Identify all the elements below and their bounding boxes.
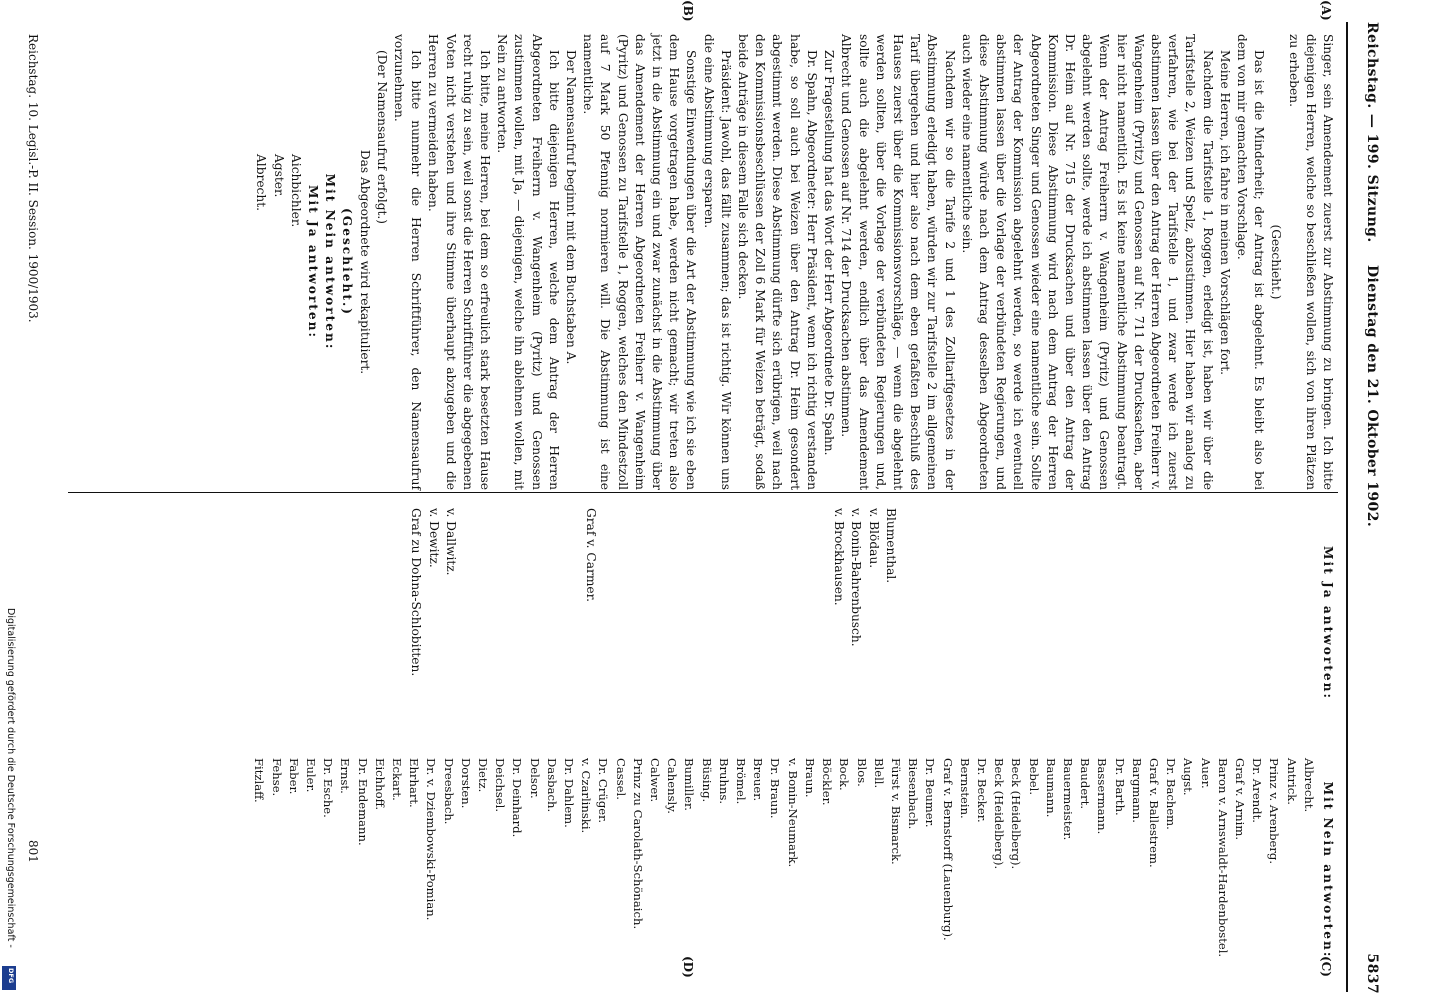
list-item: Dr. Arendt. [1250,758,1265,823]
list-item: Prinz zu Carolath-Schönaich. [630,758,645,930]
list-item: Blumenthal. [883,508,898,584]
margin-mark-b: (B) [681,0,695,22]
list-item: Baumann. [1043,758,1058,818]
list-item: Dorsten. [458,758,473,809]
list-item: v. Brockhausen. [832,508,847,606]
list-item: Bebel. [1026,758,1041,796]
list-item: Cassel. [613,758,628,800]
list-item: Bock. [837,758,852,791]
list-item: Blos. [854,758,869,787]
margin-mark-d: (D) [681,956,695,978]
list-item: Baron v. Arnswaldt-Hardenbostel. [1215,758,1230,958]
list-item: Beck (Heidelberg). [992,758,1007,870]
paragraph: Nachdem die Tarifstelle 1, Roggen, erledigt ist, haben wir über die Tarifstelle 2, Weizen und Spelz, abzustimmen. Hier haben wir analog zu verfahren, wie bei der Tarifstelle 1, und zwar werde ich zuerst abstimmen lassen über den Antrag der Herren Abgeordneten Freiherr v. Wangenheim (Pyritz) und Genossen auf Nr. 711 der Drucksachen, aber hier nicht namentlich. Es ist keine namentliche Abstimmung beantragt. Wenn der Antrag Freiherrn v. Wangenheim (Pyritz) und Genossen abgelehnt werden sollte, werde ich abstimmen lassen über den Antrag Dr. Heim auf Nr. 715 der Drucksachen und über den Antrag der Kommission. Diese Abstimmung wird nach dem Antrag der Herren Abgeordneten Singer und Genossen wieder eine namentliche sein. Sollte der Antrag der Kommission abgelehnt werden, so werde ich eventuell abstimmen lassen über die Vorlage der verbündeten Regierungen, und diese Abstimmung würde nach dem Antrag desselben Abgeordneten auch wieder eine namentliche sein. [959,34,1215,490]
margin-mark-a: (A) [1319,0,1333,21]
ja-name-list [830,508,899,728]
page-number: 5837 [1364,953,1380,994]
list-item: Dr. Endemann. [355,758,370,846]
list-item: Dr. Bachem. [1164,758,1179,830]
list-item: v. Blödau. [866,508,881,569]
list-item: Dr. Beumer. [923,758,938,828]
heading-ja: Mit Ja antworten: [306,184,321,340]
column-rule [68,492,1338,493]
list-item: Fehse. [269,758,284,797]
paragraph: (Der Namensaufruf erfolgt.) [374,50,389,225]
list-item: Breuer. [751,758,766,802]
list-item: Ernst. [338,758,353,794]
paragraph: Ich bitte, meine Herren, bei dem so erfreulich stark besetzten Hause recht ruhig zu sein, weil sonst die Herren Schriftführer die abgegebenen Voten nicht verstehen und ihre Stimme überhaupt abzugeben und die Herren zu vermeiden haben. [426,34,493,490]
list-item: Dr. Braun. [768,758,783,819]
paragraph: Zur Fragestellung hat das Wort der Herr Abgeordnete Dr. Spahn. [822,50,837,456]
header-left: Reichstag. — 199. Sitzung. [1364,22,1380,243]
list-item: Cahensly. [665,758,680,814]
list-item: Bruhns. [716,758,731,805]
list-item: Delsor. [527,758,542,799]
paragraph: Singer, sein Amendement zuerst zur Abstimmung zu bringen. Ich bitte diejenigen Herren, welche so beschließen wollen, sich von ihren Plätzen zu erheben. [1286,34,1335,490]
list-item: Graf v. Arnim. [1232,758,1247,841]
heading-nein: Mit Nein antworten: [323,173,338,351]
ja-name-list [252,34,304,490]
list-item: Fürst v. Bismarck. [888,758,903,865]
list-item: Dr. Dahlem. [562,758,577,828]
paragraph: Nachdem wir so die Tarife 2 und 1 des Zolltarifgesetzes in der Abstimmung erledigt haben, würden wir zur Tarifstelle 2 im allgemeinen Tarif übergehen und hier also nach dem eben gefaßten Beschluß des Hauses zuerst über die Kommissionsvorschläge, — wenn die abgelehnt werden sollten, über die Vorlage der verbündeten Regierungen und, sollte auch die abgelehnt werden, endlich über das Amendement Albrecht und Genossen auf Nr. 714 der Drucksachen abstimmen. [839,34,957,490]
list-item: v. Czarlinski. [579,758,594,834]
page-header [1354,0,1380,1000]
list-item: Böckler. [820,758,835,806]
margin-mark-c: (C) [1319,956,1333,977]
list-item: Büsing. [699,758,714,803]
list-item: Graf v. Carmer. [583,508,598,602]
list-item: Biesenbach. [906,758,921,830]
ja-name-list-3 [407,508,459,738]
paragraph: Präsident: Jawohl, das fällt zusammen; das ist richtig. Wir können uns die eine Abstimmung ersparen. [701,34,733,490]
paragraph: Dr. Spahn, Abgeordneter: Herr Präsident, wenn ich richtig verstanden habe, so soll auch bei Weizen über den Antrag Dr. Heim gesondert abgestimmt werden. Diese Abstimmung dürfte sich erübrigen, weil nach den Kommissionsbeschlüssen der Zoll 6 Mark für Weizen beträgt, sodaß beide Anträge in diesem Falle sich decken. [736,34,819,490]
paragraph: Ich bitte nunmehr die Herren Schriftführer, den Namensaufruf vorzunehmen. [392,34,424,490]
list-item: Dr. Becker. [974,758,989,823]
paragraph: Das ist die Minderheit; der Antrag ist abgelehnt. Es bleibt also bei dem von mir gemachten Vorschlage. [1234,34,1267,490]
list-item: Fitzlaff. [252,758,267,803]
list-item: Graf zu Dohna-Schlobitten. [409,508,424,677]
footer-right: 801 [26,840,40,863]
list-item: Dr. Barth. [1112,758,1127,816]
list-item: Albrecht. [1301,758,1316,813]
list-item: Bargmann. [1129,758,1144,823]
list-item: Agster. [271,154,286,198]
list-item: Blell. [871,758,886,789]
list-item: Baudert. [1078,758,1093,810]
digitization-note: Digitalisierung gefördert durch die Deutsche Forschungsgemeinschaft - [5,608,16,948]
heading-nein: Mit Nein antworten: [1320,781,1335,959]
list-item: Calwer. [648,758,663,803]
paragraph: (Geschieht.) [1269,224,1284,300]
list-item: v. Dallwitz. [443,508,458,576]
list-item: Dreesbach. [441,758,456,825]
nein-name-list [77,758,1317,994]
list-item: Prinz v. Arenberg. [1267,758,1282,865]
paragraph: Das Abgeordnete wird rekapituliert. [357,149,372,375]
paragraph: Sonstige Einwendungen über die Art der Abstimmung wie ich sie eben dem Hause vorgetragen habe, werden nicht gemacht; wir treten also jetzt in die Abstimmung ein und zwar zunächst in die Abstimmung über das Amendement der Herren Abgeordneten Freiherr v. Wangenheim (Pyritz) und Genossen zu Tarifstelle 1, Roggen, welches den Mindestzoll auf 7 Mark 50 Pfennig normieren will. Die Abstimmung ist eine namentliche. [581,34,699,490]
left-column [252,16,1336,490]
list-item: Auer. [1198,758,1213,789]
list-item: Deichsel. [493,758,508,813]
list-item: Dr. Crüger. [596,758,611,824]
dfg-logo-icon: DFG [2,966,16,990]
list-item: Eckart. [390,758,405,801]
list-item: Dr. Esche. [321,758,336,818]
list-item: v. Bonin-Neumark. [785,758,800,868]
heading-ja: Mit Ja antworten: [1321,545,1335,701]
right-column [59,508,1336,988]
list-item: Beck (Heidelberg). [1009,758,1024,870]
list-item: Bernstein. [957,758,972,819]
paragraph: Der Namensaufruf beginnt mit dem Buchstaben A. [564,50,579,365]
footer-left: Reichstag. 10. Legisl.-P. II. Session. 1900/1903. [26,34,40,323]
list-item: Dietz. [476,758,491,793]
ja-name-list-2 [582,508,599,728]
list-item: Dasbach. [544,758,559,813]
list-item: Antrick. [1284,758,1299,805]
header-rule [1346,22,1348,992]
list-item: Bumiller. [682,758,697,811]
list-item: v. Dewitz. [426,508,441,568]
list-item: Bauermeister. [1060,758,1075,841]
paragraph: (Geschieht.) [340,208,355,316]
list-item: Graf v. Bernstorff (Lauenburg). [940,758,955,941]
list-item: Albrecht. [254,154,269,211]
list-item: Graf v. Ballestrem. [1146,758,1161,868]
list-item: v. Bonin-Bahrenbusch. [849,508,864,647]
list-item: Ehrhart. [407,758,422,808]
paragraph: Ich bitte diejenigen Herren, welche dem Antrag der Herren Abgeordneten Freiherrn v. Wangenheim (Pyritz) und Genossen zustimmen wollen, mit Ja, — diejenigen, welche ihn ablehnen wollen, mit Nein zu antworten. [495,34,561,490]
list-item: Aichbichler. [288,154,303,228]
list-item: Augst. [1181,758,1196,796]
list-item: Brömel. [734,758,749,805]
list-item: Dr. v. Dziembowski-Pomian. [424,758,439,921]
list-item: Bassermann. [1095,758,1110,835]
list-item: Euler. [304,758,319,793]
list-item: Faber. [286,758,301,795]
paragraph: Meine Herren, ich fahre in meinen Vorschlägen fort. [1217,50,1232,376]
list-item: Dr. Deinhard. [510,758,525,838]
header-center: Dienstag den 21. Oktober 1902. [1364,265,1380,528]
rotated-sheet [14,0,1386,1000]
list-item: Eichhoff. [372,758,387,811]
list-item: Braun. [802,758,817,798]
